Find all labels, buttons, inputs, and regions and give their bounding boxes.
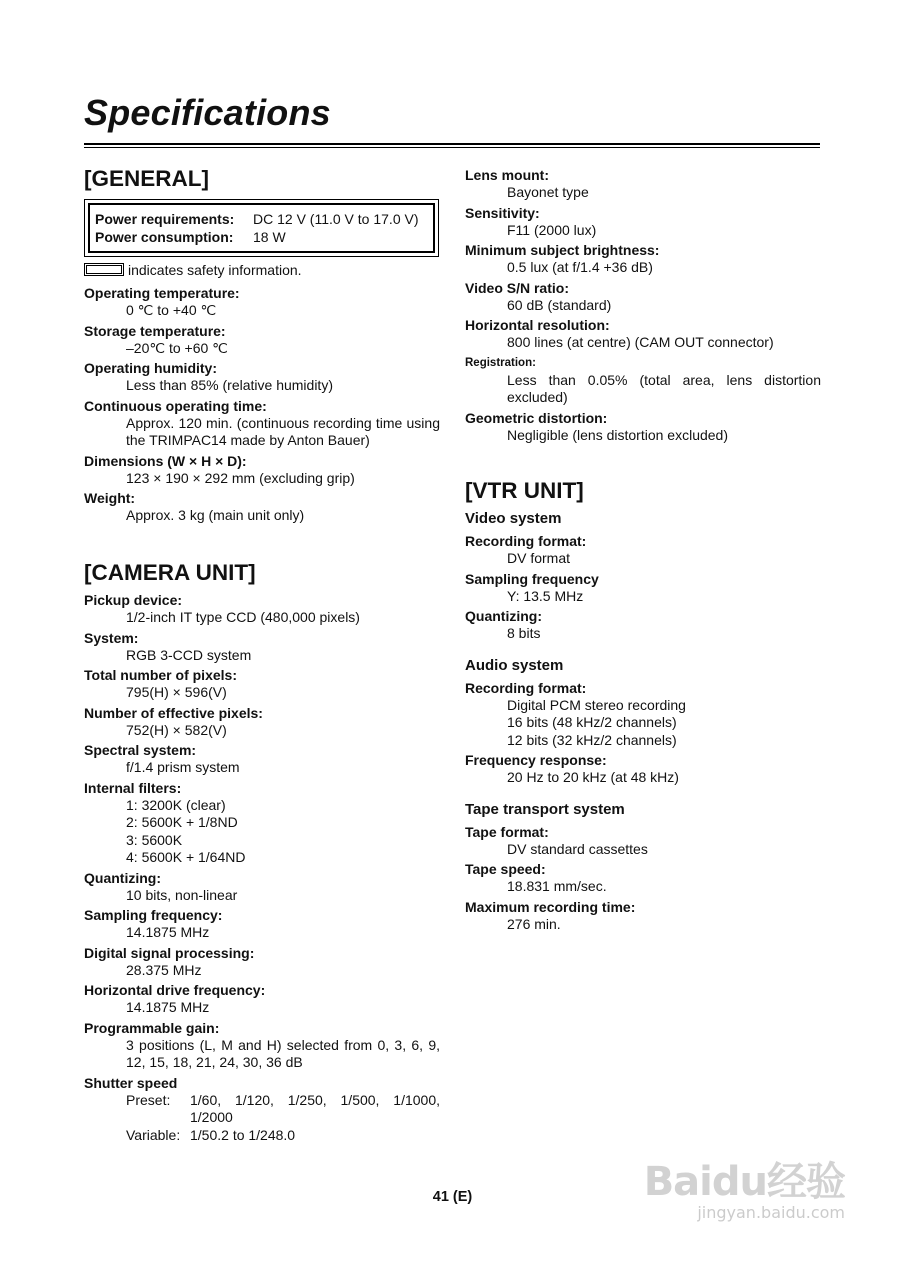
spec-label: Operating humidity: — [84, 360, 217, 376]
vtr-group-title: Audio system — [465, 656, 564, 674]
spec-label: Minimum subject brightness: — [465, 242, 660, 258]
spec-label: Lens mount: — [465, 167, 549, 183]
spec-label: Registration: — [465, 356, 536, 369]
spec-item — [465, 860, 821, 896]
spec-item — [465, 823, 821, 859]
spec-label: Sampling frequency: — [84, 907, 223, 923]
spec-label: Number of effective pixels: — [84, 704, 263, 721]
spec-item — [465, 570, 821, 606]
spec-label: Horizontal resolution: — [465, 317, 610, 333]
spec-label: Tape speed: — [465, 861, 546, 877]
spec-item — [465, 679, 821, 750]
spec-value: 795(H) × 596(V) — [126, 684, 227, 700]
shutter-mode: Variable: — [126, 1126, 181, 1143]
spec-item — [465, 751, 821, 787]
title-rule — [84, 143, 820, 148]
power-requirements-row: Power requirements: DC 12 V (11.0 V to 17.0 V) — [95, 211, 419, 227]
spec-item — [84, 284, 440, 320]
watermark-url: jingyan.baidu.com — [697, 1203, 845, 1222]
spec-label: Horizontal drive frequency: — [84, 982, 266, 998]
spec-value: 0 ℃ to +40 ℃ — [126, 302, 217, 318]
spec-value: 800 lines (at centre) (CAM OUT connector) — [507, 334, 774, 350]
safety-box — [84, 199, 439, 257]
vtr-spec-list — [465, 509, 821, 933]
spec-label: Recording format: — [465, 533, 587, 549]
spec-item — [84, 1019, 440, 1072]
spec-label: Internal filters: — [84, 779, 182, 796]
page-title: Specifications — [84, 92, 331, 133]
spec-label: Dimensions (W × H × D): — [84, 452, 247, 469]
safety-legend: indicates safety information. — [84, 261, 302, 279]
spec-label: Programmable gain: — [84, 1019, 220, 1036]
spec-value: 123 × 190 × 292 mm (excluding grip) — [126, 469, 355, 486]
spec-label: Continuous operating time: — [84, 397, 267, 414]
optics-spec-list — [465, 164, 821, 444]
page-number: 41 (E) — [432, 1189, 473, 1205]
spec-value: –20℃ to +60 ℃ — [126, 339, 228, 356]
spec-value: 2: 5600K + 1/8ND — [126, 814, 238, 830]
vtr-group-title: Video system — [465, 510, 562, 527]
spec-label: Maximum recording time: — [465, 898, 636, 915]
vtr-heading: [VTR UNIT] — [465, 478, 584, 503]
spec-label: Storage temperature: — [84, 322, 226, 339]
spec-label: System: — [84, 629, 139, 646]
spec-value: F11 (2000 lux) — [507, 221, 597, 238]
spec-item — [465, 532, 821, 568]
spec-item — [465, 354, 821, 407]
spec-value: 0.5 lux (at f/1.4 +36 dB) — [507, 259, 653, 275]
spec-value: 14.1875 MHz — [126, 924, 210, 940]
spec-item — [465, 204, 821, 240]
spec-item — [84, 741, 440, 777]
spec-label: Operating temperature: — [84, 285, 240, 301]
spec-value: Approx. 120 min. (continuous recording time using the TRIMPAC14 made by Anton Bauer) — [126, 414, 440, 448]
spec-item — [465, 316, 821, 352]
spec-label: Geometric distortion: — [465, 409, 608, 426]
safety-box-icon — [84, 263, 124, 276]
spec-label: Quantizing: — [84, 869, 161, 886]
spec-item — [84, 906, 440, 942]
spec-item — [84, 322, 440, 358]
spec-item — [84, 591, 440, 627]
general-heading: [GENERAL] — [84, 166, 209, 191]
spec-label: Sensitivity: — [465, 204, 540, 221]
spec-item — [84, 704, 440, 740]
spec-value: 28.375 MHz — [126, 961, 202, 978]
shutter-mode: Preset: — [126, 1091, 171, 1108]
general-spec-list — [84, 282, 440, 525]
spec-value: 276 min. — [507, 915, 561, 932]
spec-value: DV format — [507, 550, 571, 566]
camera-heading: [CAMERA UNIT] — [84, 560, 256, 585]
shutter-row — [126, 1127, 440, 1145]
spec-value: f/1.4 prism system — [126, 759, 240, 775]
power-consumption-row: Power consumption: 18 W — [95, 229, 286, 245]
spec-value: 10 bits, non-linear — [126, 886, 238, 903]
shutter-values: 1/50.2 to 1/248.0 — [190, 1126, 296, 1143]
spec-item — [465, 241, 821, 277]
spec-item — [84, 489, 440, 525]
shutter-table — [84, 1092, 440, 1145]
baidu-watermark — [644, 1150, 845, 1222]
spec-label: Quantizing: — [465, 608, 542, 624]
shutter-speed-item — [84, 1074, 440, 1145]
spec-value: Bayonet type — [507, 184, 589, 200]
spec-value: Digital PCM stereo recording — [507, 696, 686, 713]
spec-label: Shutter speed — [84, 1074, 178, 1091]
spec-item — [465, 279, 821, 315]
spec-value: 3 positions (L, M and H) selected from 0, 3, 6, 9, 12, 15, 18, 21, 24, 30, 36 dB — [126, 1036, 440, 1070]
spec-value: Less than 0.05% (total area, lens distortion excluded) — [507, 371, 821, 405]
spec-value: 20 Hz to 20 kHz (at 48 kHz) — [507, 769, 679, 785]
spec-label: Spectral system: — [84, 742, 197, 758]
spec-value: Less than 85% (relative humidity) — [126, 377, 333, 393]
spec-item — [465, 409, 821, 445]
watermark-brand: Baidu经验 — [643, 1159, 845, 1205]
spec-label: Total number of pixels: — [84, 667, 237, 683]
spec-item — [84, 397, 440, 450]
spec-value: Negligible (lens distortion excluded) — [507, 426, 729, 443]
spec-value: 3: 5600K — [126, 831, 183, 848]
spec-value: 12 bits (32 kHz/2 channels) — [507, 731, 677, 748]
spec-value: 8 bits — [507, 625, 541, 641]
spec-item — [465, 166, 821, 202]
spec-label: Digital signal processing: — [84, 944, 255, 961]
spec-value: Y: 13.5 MHz — [507, 587, 584, 604]
spec-value: 752(H) × 582(V) — [126, 721, 227, 738]
spec-label: Video S/N ratio: — [465, 279, 569, 296]
spec-item — [465, 607, 821, 643]
spec-label: Pickup device: — [84, 592, 183, 608]
spec-value: 16 bits (48 kHz/2 channels) — [507, 714, 677, 730]
spec-value: Approx. 3 kg (main unit only) — [126, 507, 305, 523]
spec-item — [84, 981, 440, 1017]
spec-item — [465, 898, 821, 934]
spec-label: Tape format: — [465, 823, 549, 840]
spec-label: Frequency response: — [465, 752, 607, 768]
spec-value: 14.1875 MHz — [126, 999, 210, 1015]
spec-item — [84, 666, 440, 702]
spec-value: 1/2-inch IT type CCD (480,000 pixels) — [126, 609, 360, 625]
spec-label: Recording format: — [465, 679, 587, 696]
shutter-row — [126, 1092, 440, 1127]
spec-item — [84, 359, 440, 395]
spec-item — [84, 944, 440, 980]
camera-spec-list — [84, 589, 440, 1144]
spec-value: 4: 5600K + 1/64ND — [126, 849, 246, 865]
spec-value: 60 dB (standard) — [507, 296, 612, 313]
shutter-values: 1/60, 1/120, 1/250, 1/500, 1/1000, 1/2000 — [190, 1091, 440, 1125]
spec-item — [84, 452, 440, 488]
spec-item — [84, 629, 440, 665]
spec-item — [84, 779, 440, 867]
spec-label: Weight: — [84, 490, 136, 506]
spec-value: DV standard cassettes — [507, 840, 648, 857]
spec-value: 18.831 mm/sec. — [507, 878, 607, 894]
spec-item — [84, 869, 440, 905]
spec-label: Sampling frequency — [465, 570, 599, 587]
spec-value: 1: 3200K (clear) — [126, 796, 226, 813]
spec-value: RGB 3-CCD system — [126, 646, 252, 663]
vtr-group-title: Tape transport system — [465, 800, 625, 818]
